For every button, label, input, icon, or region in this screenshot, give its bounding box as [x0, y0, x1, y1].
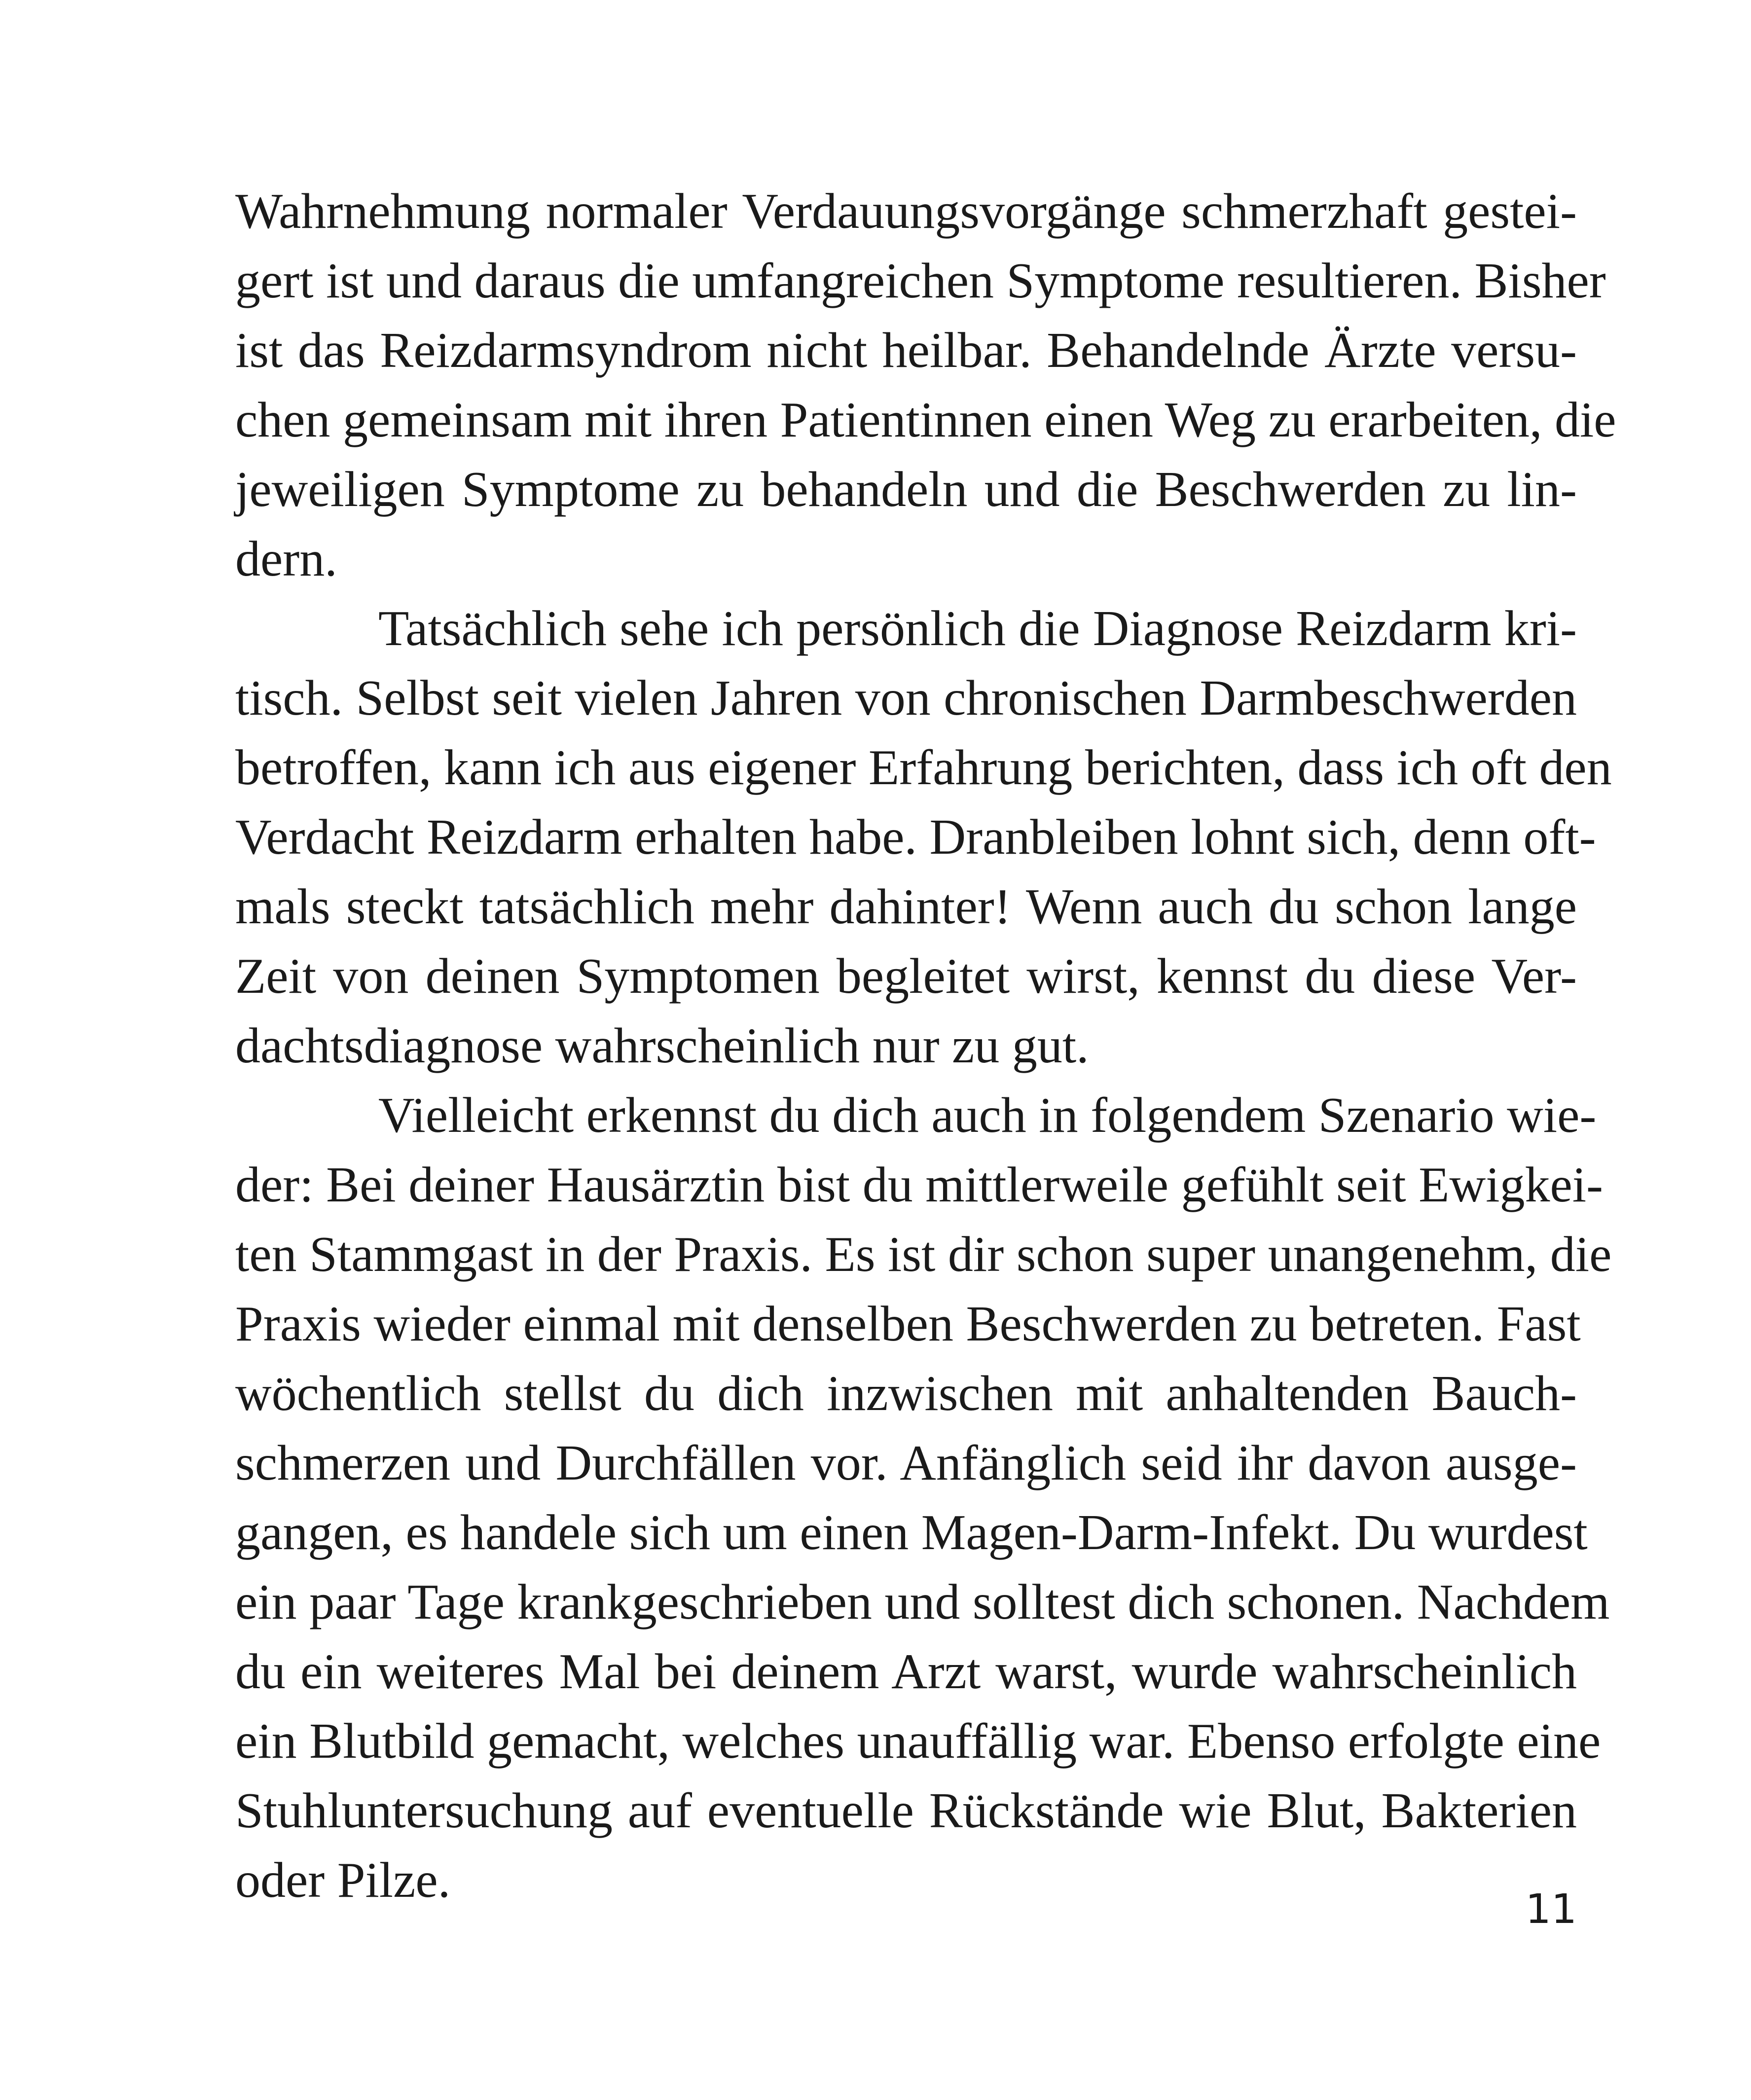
text-line: jeweiligen Symptome zu behandeln und die Beschwerden zu lin-: [235, 462, 1577, 517]
text-line: dern.: [235, 531, 337, 587]
text-line: du ein weiteres Mal bei deinem Arzt warst, wurde wahrscheinlich: [235, 1644, 1577, 1700]
text-line: dachtsdiagnose wahrscheinlich nur zu gut.: [235, 1018, 1089, 1074]
page-number: 11: [1525, 1886, 1577, 1933]
text-line: ist das Reizdarmsyndrom nicht heilbar. Behandelnde Ärzte versu-: [235, 323, 1577, 378]
text-line: betroffen, kann ich aus eigener Erfahrung berichten, dass ich oft den: [235, 740, 1612, 796]
text-line: ein paar Tage krankgeschrieben und solltest dich schonen. Nachdem: [235, 1574, 1610, 1630]
text-line: Tatsächlich sehe ich persönlich die Diagnose Reizdarm kri-: [378, 601, 1577, 656]
body-text: [235, 177, 1616, 1915]
text-line: gangen, es handele sich um einen Magen-Darm-Infekt. Du wurdest: [235, 1505, 1588, 1560]
text-line: Wahrnehmung normaler Verdauungsvorgänge schmerzhaft gestei-: [235, 183, 1577, 239]
text-line: Verdacht Reizdarm erhalten habe. Dranbleiben lohnt sich, denn oft-: [235, 809, 1596, 865]
text-line: tisch. Selbst seit vielen Jahren von chronischen Darmbeschwerden: [235, 670, 1577, 726]
text-line: ten Stammgast in der Praxis. Es ist dir schon super unangenehm, die: [235, 1227, 1612, 1282]
text-line: Zeit von deinen Symptomen begleitet wirst, kennst du diese Ver-: [235, 948, 1577, 1004]
text-line: oder Pilze.: [235, 1852, 451, 1908]
text-line: Stuhluntersuchung auf eventuelle Rückstände wie Blut, Bakterien: [235, 1783, 1577, 1839]
text-line: der: Bei deiner Hausärztin bist du mittlerweile gefühlt seit Ewigkei-: [235, 1157, 1604, 1213]
text-line: Praxis wieder einmal mit denselben Beschwerden zu betreten. Fast: [235, 1296, 1581, 1352]
text-line: chen gemeinsam mit ihren Patientinnen einen Weg zu erarbeiten, die: [235, 392, 1616, 448]
text-line: gert ist und daraus die umfangreichen Symptome resultieren. Bisher: [235, 253, 1606, 309]
text-line: Vielleicht erkennst du dich auch in folgendem Szenario wie-: [378, 1087, 1597, 1143]
text-line: schmerzen und Durchfällen vor. Anfänglich seid ihr davon ausge-: [235, 1435, 1577, 1491]
text-line: ein Blutbild gemacht, welches unauffällig war. Ebenso erfolgte eine: [235, 1713, 1601, 1769]
text-line: wöchentlich stellst du dich inzwischen mit anhaltenden Bauch-: [235, 1366, 1577, 1421]
text-line: mals steckt tatsächlich mehr dahinter! Wenn auch du schon lange: [235, 879, 1577, 935]
